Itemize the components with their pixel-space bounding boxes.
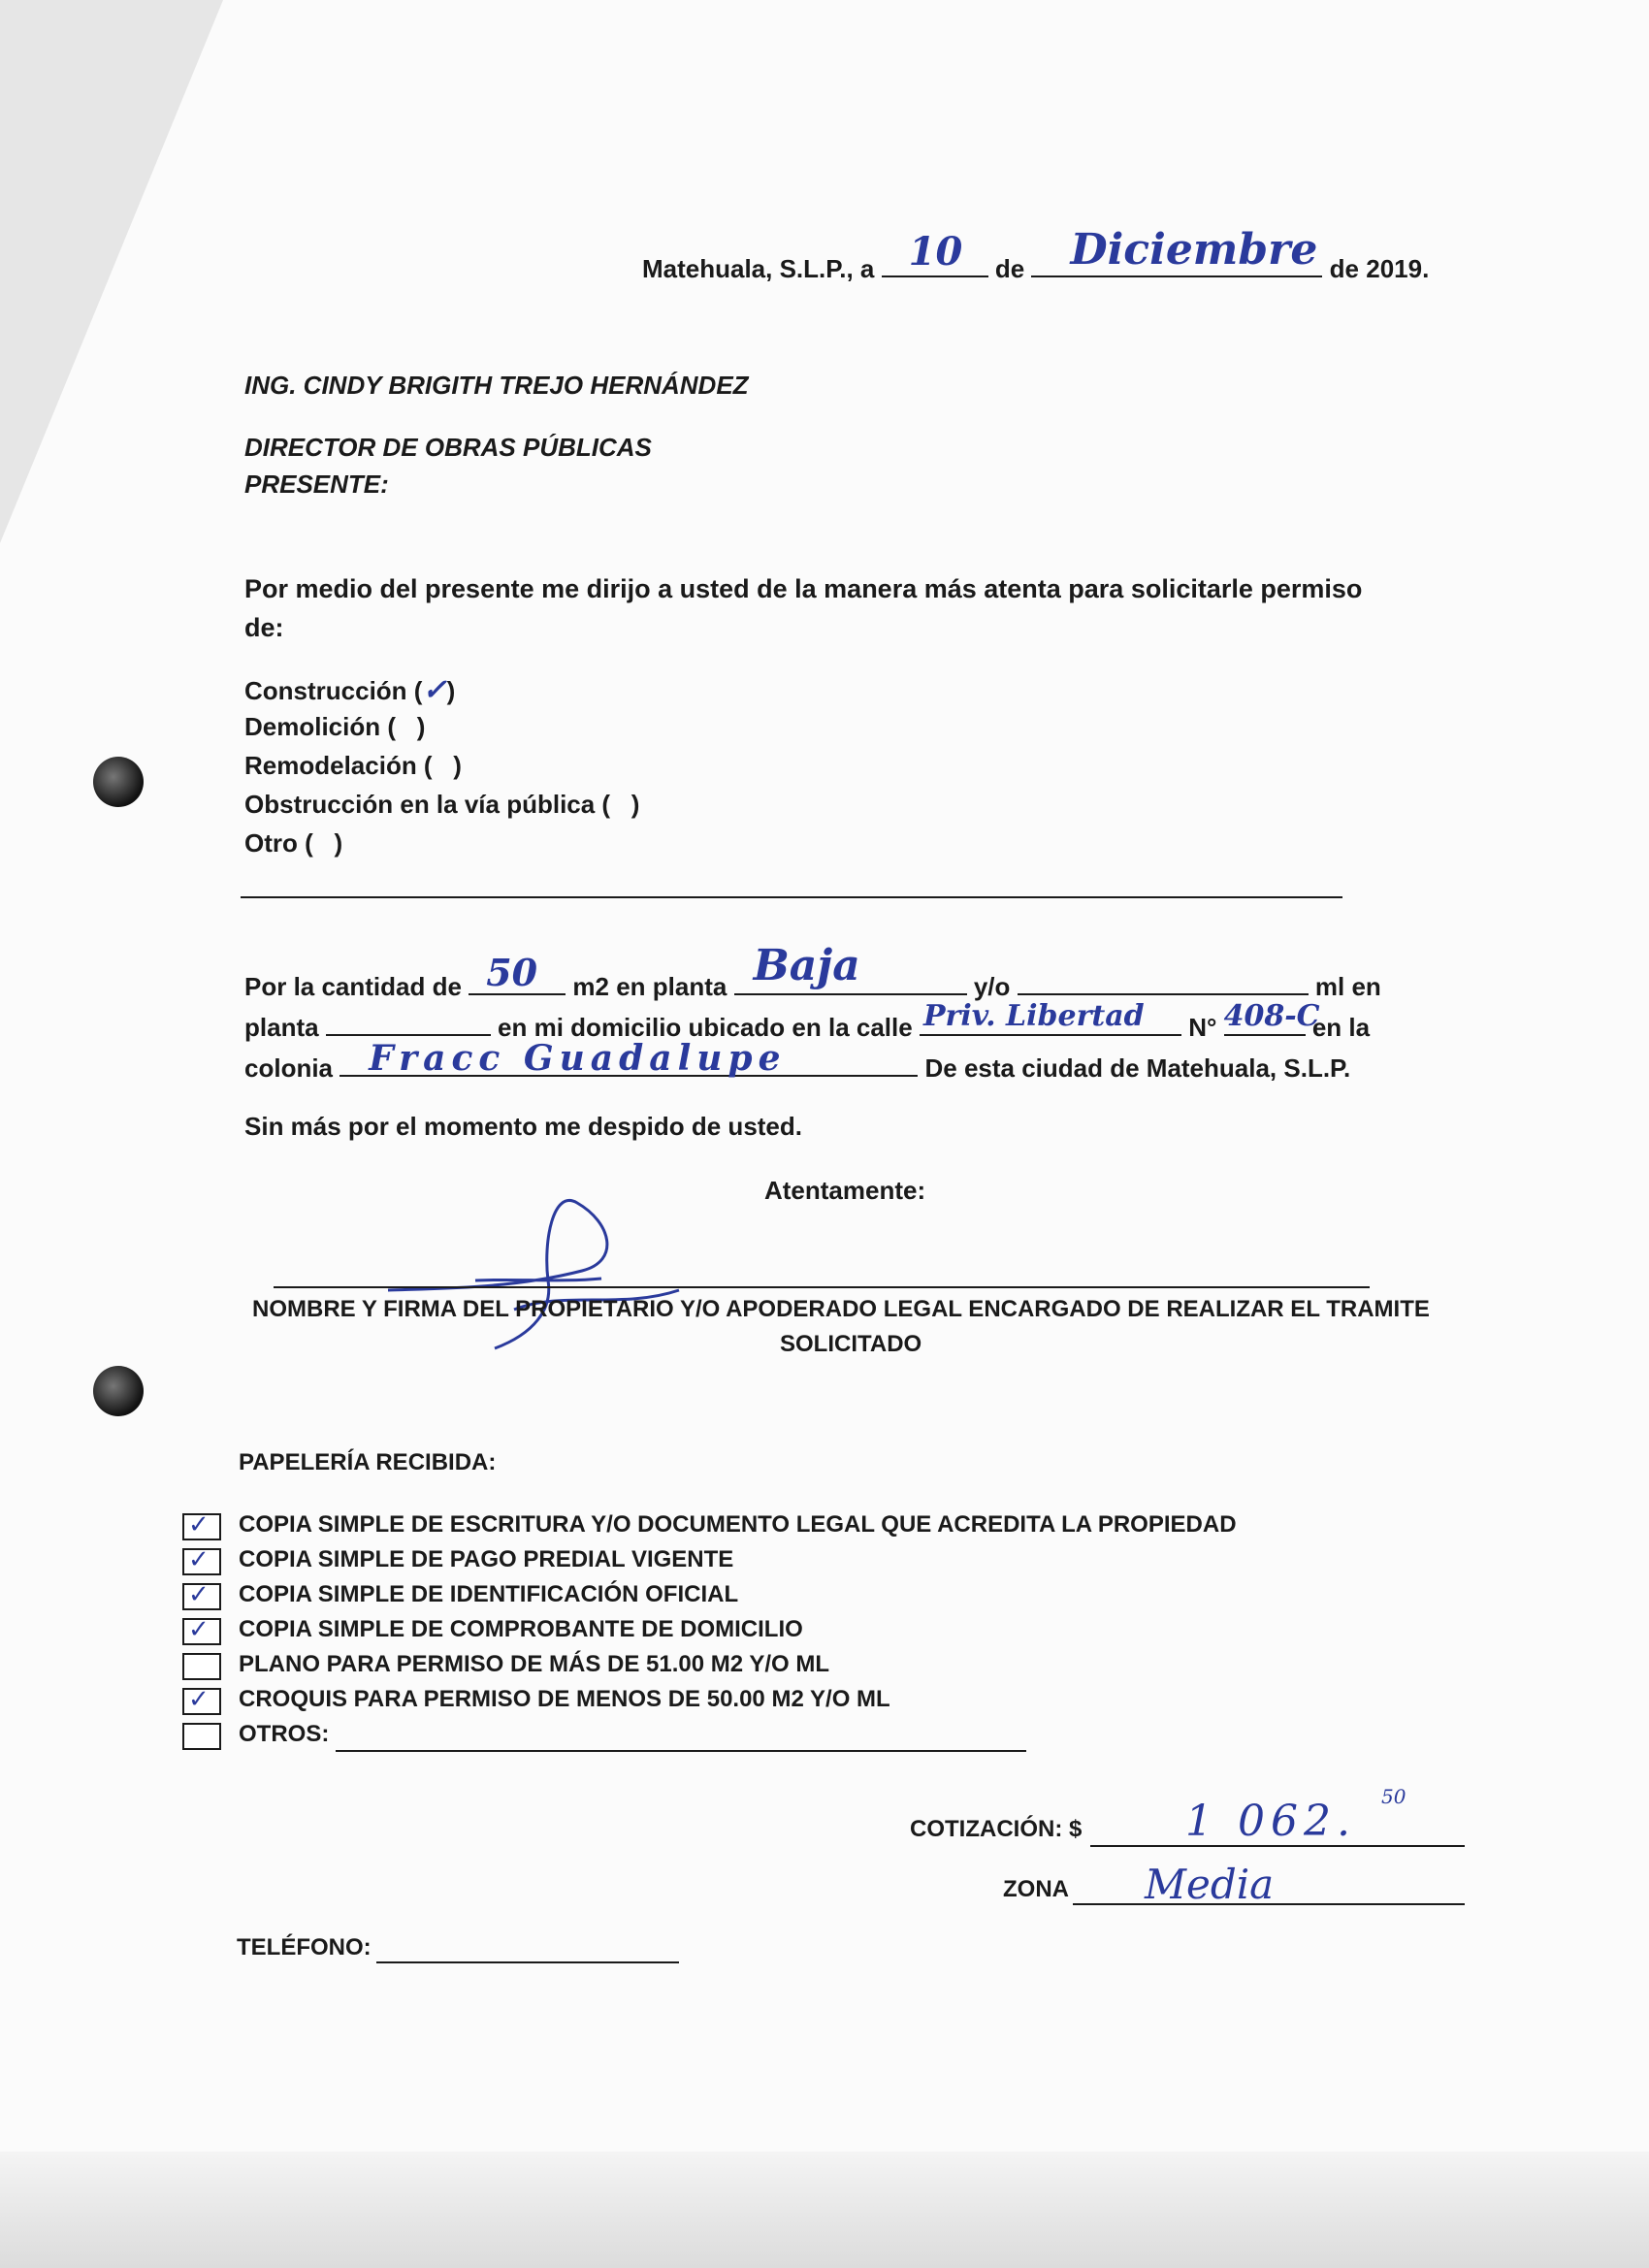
day-value: 10 [908,229,963,275]
signature-caption-2: SOLICITADO [780,1331,922,1357]
cotizacion-label: COTIZACIÓN: $ [910,1816,1083,1842]
details-line-2: planta en mi domicilio ubicado en la calle Priv. Libertad N° 408-C en la [244,999,1371,1042]
cantidad-blank[interactable] [469,951,566,995]
checkbox-otros[interactable] [182,1723,221,1750]
atentamente-label: Atentamente: [764,1176,926,1205]
date-line [642,225,1430,284]
planta-blank[interactable] [734,941,967,995]
telefono-line[interactable] [376,1961,679,1963]
checkbox-escritura[interactable]: ✓ [182,1513,221,1540]
cotizacion-cents: 50 [1381,1785,1406,1808]
permit-demolicion[interactable]: Demolición ( ) [244,712,426,741]
closing-line: Sin más por el momento me despido de usted. [244,1112,802,1141]
details-line-1: Por la cantidad de 50 m2 en planta Baja y/o ml en [244,941,1381,1001]
permit-obstruccion[interactable]: Obstrucción en la vía pública ( ) [244,790,640,819]
de-label: de [994,254,1025,283]
calle-value: Priv. Libertad [922,999,1145,1033]
signature-line [274,1286,1370,1288]
punch-hole-bottom [93,1366,144,1416]
planta2-blank[interactable] [326,1009,491,1036]
colonia-blank[interactable] [340,1038,918,1079]
permit-construccion[interactable]: Construcción (✓) [244,673,456,707]
checkbox-identificacion[interactable]: ✓ [182,1583,221,1610]
checkbox-predial[interactable]: ✓ [182,1548,221,1575]
recipient-position: DIRECTOR DE OBRAS PÚBLICAS [244,433,652,462]
checkbox-domicilio[interactable]: ✓ [182,1618,221,1645]
page-fold-shadow [0,0,223,543]
planta-value: Baja [753,941,860,990]
scan-bottom-shadow [0,2152,1649,2268]
papeleria-title: PAPELERÍA RECIBIDA: [239,1449,497,1475]
telefono-label: TELÉFONO: [237,1934,372,1960]
calle-blank[interactable] [920,999,1181,1036]
permit-otro[interactable]: Otro ( ) [244,828,343,858]
numero-value: 408-C [1223,999,1320,1033]
details-line-3: colonia Fracc Guadalupe De esta ciudad de Matehuala, S.L.P. [244,1038,1351,1083]
permit-remodelacion[interactable]: Remodelación ( ) [244,751,462,780]
presente-label: PRESENTE: [244,470,389,499]
numero-blank[interactable] [1223,999,1320,1036]
intro-line-1: Por medio del presente me dirijo a usted de la manera más atenta para solicitarle permiso [244,574,1363,603]
checkbox-plano[interactable] [182,1653,221,1680]
ml-blank[interactable] [1018,968,1309,995]
signature-drawing [369,1164,718,1358]
signature-caption-1: NOMBRE Y FIRMA DEL PROPIETARIO Y/O APODERADO LEGAL ENCARGADO DE REALIZAR EL TRAMITE [252,1296,1430,1322]
place-label: Matehuala, S.L.P., a [642,254,875,283]
cotizacion-value[interactable]: 1 062. [1185,1797,1356,1846]
zona-label: ZONA [1003,1876,1069,1902]
otros-line [336,1750,1026,1752]
colonia-value: Fracc Guadalupe [369,1038,787,1079]
intro-line-2: de: [244,613,284,642]
scanned-page: Matehuala, S.L.P., a 10 de Diciembre de 2019. ING. CINDY BRIGITH TREJO HERNÁNDEZ DIRECTOR DE OBRAS PÚBLICAS PRESENTE: Por medio del presente me dirijo a usted de la manera más atenta para solicitarle permiso de: Construcción (✓) Demolición ( ) Remodelación ( ) Obstrucción en la vía pública ( ) Otro ( ) Por la cantidad de 50 m2 en planta Baja y/o ml en planta en mi domicilio ubicado en la calle Priv. Libertad N° 408-C en la colonia Fracc Guadalupe De esta ciudad de Matehuala, S.L.P. Sin más por el momento me despido de usted. Atentamente: NOMBRE Y FIRMA DEL PROPIETARIO Y/O APODERADO LEGAL ENCARGADO DE REALIZAR EL TRAMITE SOLICITADO PAPELERÍA RECIBIDA: ✓ COPIA SIMPLE DE ESCRITURA Y/O DOCUMENTO LEGAL QUE ACREDITA LA PROPIEDAD ✓ COPIA SIMPLE DE PAGO PREDIAL VIGENTE ✓ COPIA SIMPLE DE IDENTIFICACIÓN OFICIAL ✓ COPIA SIMPLE DE COMPROBANTE DE DOMICILIO PLANO PARA PERMISO DE MÁS DE 51.00 M2 Y/O ML ✓ CROQUIS PARA PERMISO DE MENOS DE 50.00 M2 Y/O ML OTROS: COTIZACIÓN: $ 1 062. 50 ZONA Media TELÉFONO: [0,0,1649,2268]
year-label: de 2019. [1329,254,1430,283]
checkbox-croquis[interactable]: ✓ [182,1688,221,1715]
day-blank [882,229,988,277]
permit-construccion-mark: ✓ [422,673,447,707]
month-blank [1031,225,1322,277]
permit-otro-line [241,896,1342,898]
recipient-name: ING. CINDY BRIGITH TREJO HERNÁNDEZ [244,371,749,400]
punch-hole-top [93,757,144,807]
cantidad-value: 50 [486,951,538,994]
month-value: Diciembre [1070,225,1318,275]
zona-value[interactable]: Media [1145,1861,1275,1908]
